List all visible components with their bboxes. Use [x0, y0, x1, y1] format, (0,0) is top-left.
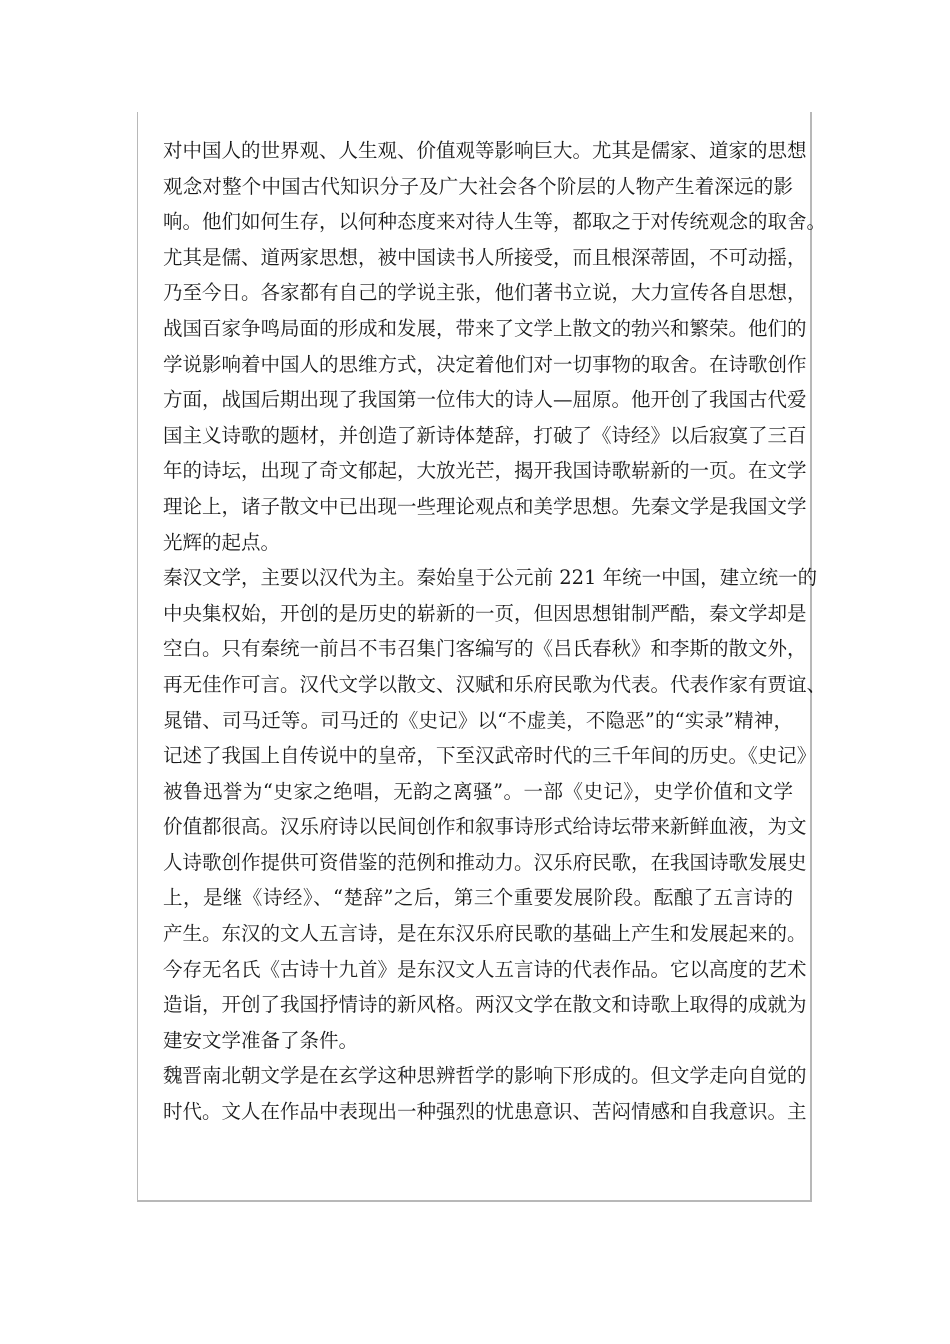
- text-line: 建安文学准备了条件。: [163, 1028, 359, 1052]
- text-line: 理论上，诸子散文中已出现一些理论观点和美学思想。先秦文学是我国文学: [163, 494, 807, 518]
- text-line: 响。他们如何生存，以何种态度来对待人生等，都取之于对传统观念的取舍。: [163, 210, 827, 234]
- text-line: 记述了我国上自传说中的皇帝，下至汉武帝时代的三千年间的历史。《史记》: [163, 744, 817, 768]
- text-line: 光辉的起点。: [163, 530, 281, 554]
- text-line: 年的诗坛，出现了奇文郁起，大放光芒，揭开我国诗歌崭新的一页。在文学: [163, 459, 807, 483]
- text-line: 战国百家争鸣局面的形成和发展，带来了文学上散文的勃兴和繁荣。他们的: [163, 316, 807, 340]
- text-line: 上，是继《诗经》、“楚辞”之后，第三个重要发展阶段。酝酿了五言诗的: [163, 886, 793, 910]
- text-line: 空白。只有秦统一前吕不韦召集门客编写的《吕氏春秋》和李斯的散文外，: [163, 637, 807, 661]
- text-line: 再无佳作可言。汉代文学以散文、汉赋和乐府民歌为代表。代表作家有贾谊、: [163, 672, 827, 696]
- document-body: [163, 133, 827, 1130]
- text-line: 乃至今日。各家都有自己的学说主张，他们著书立说，大力宣传各自思想，: [163, 281, 807, 305]
- text-line: 魏晋南北朝文学是在玄学这种思辨哲学的影响下形成的。但文学走向自觉的: [163, 1064, 807, 1088]
- text-line: 国主义诗歌的题材，并创造了新诗体楚辞，打破了《诗经》以后寂寞了三百: [163, 423, 807, 447]
- text-line: 尤其是儒、道两家思想，被中国读书人所接受，而且根深蒂固，不可动摇，: [163, 245, 807, 269]
- text-line: 造诣，开创了我国抒情诗的新风格。两汉文学在散文和诗歌上取得的成就为: [163, 993, 807, 1017]
- text-line: 对中国人的世界观、人生观、价值观等影响巨大。尤其是儒家、道家的思想: [163, 139, 807, 162]
- text-line: 秦汉文学，主要以汉代为主。秦始皇于公元前 221 年统一中国，建立统一的: [163, 566, 818, 590]
- text-line: 晁错、司马迁等。司马迁的《史记》以“不虚美，不隐恶”的“实录”精神，: [163, 708, 793, 732]
- text-line: 学说影响着中国人的思维方式，决定着他们对一切事物的取舍。在诗歌创作: [163, 352, 807, 376]
- text-line: 观念对整个中国古代知识分子及广大社会各个阶层的人物产生着深远的影: [163, 174, 793, 198]
- text-line: 今存无名氏《古诗十九首》是东汉文人五言诗的代表作品。它以高度的艺术: [163, 957, 807, 981]
- text-line: 价值都很高。汉乐府诗以民间创作和叙事诗形式给诗坛带来新鲜血液，为文: [163, 815, 807, 839]
- text-line: 中央集权始，开创的是历史的崭新的一页，但因思想钳制严酷，秦文学却是: [163, 601, 807, 625]
- text-line: 时代。文人在作品中表现出一种强烈的忧患意识、苦闷情感和自我意识。主: [163, 1100, 807, 1124]
- text-line: 产生。东汉的文人五言诗，是在东汉乐府民歌的基础上产生和发展起来的。: [163, 922, 807, 946]
- text-line: 方面，战国后期出现了我国第一位伟大的诗人—屈原。他开创了我国古代爱: [163, 388, 807, 412]
- text-line: 人诗歌创作提供可资借鉴的范例和推动力。汉乐府民歌，在我国诗歌发展史: [163, 850, 807, 874]
- text-line: 被鲁迅誉为“史家之绝唱，无韵之离骚”。一部《史记》，史学价值和文学: [163, 779, 793, 803]
